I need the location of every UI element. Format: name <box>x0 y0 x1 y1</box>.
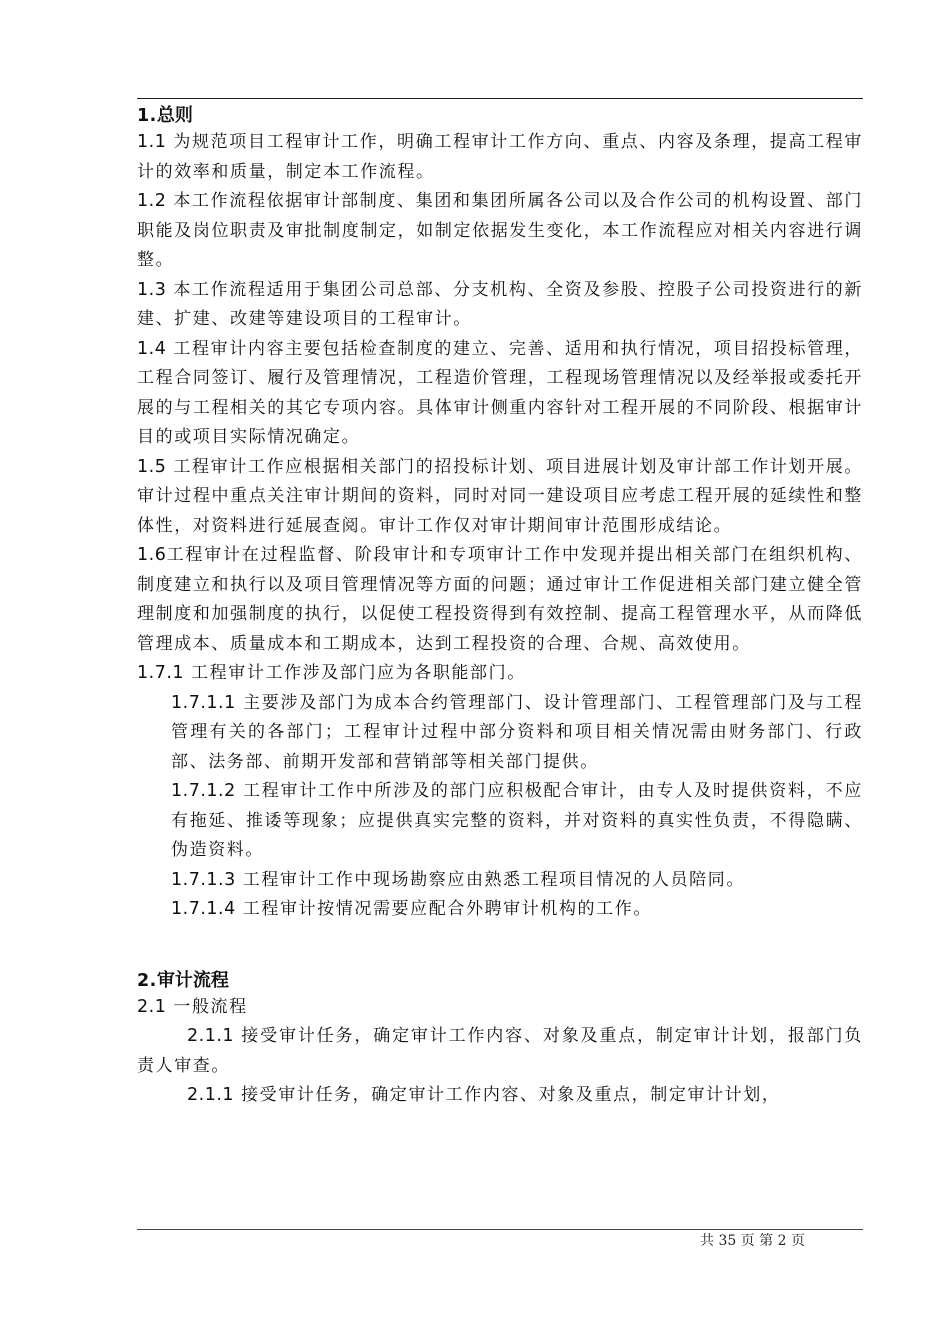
section-2-heading: 2.审计流程 <box>137 969 229 991</box>
paragraph-2-1: 2.1 一般流程 <box>137 996 248 1017</box>
paragraph-1-7-1-2: 1.7.1.2 工程审计工作中所涉及的部门应积极配合审计，由专人及时提供资料，不应有拖延、推诿等现象；应提供真实完整的资料，并对资料的真实性负责，不得隐瞒、伪造资料。 <box>171 781 863 860</box>
header-rule <box>137 98 863 99</box>
paragraph-1-1: 1.1 为规范项目工程审计工作，明确工程审计工作方向、重点、内容及条理，提高工程审计的效率和质量，制定本工作流程。 <box>137 132 863 182</box>
paragraph-1-4: 1.4 工程审计内容主要包括检查制度的建立、完善、适用和执行情况，项目招投标管理，工程合同签订、履行及管理情况，工程造价管理，工程现场管理情况以及经举报或委托开展的与工程相关的其它专项内容。具体审计侧重内容针对工程开展的不同阶段、根据审计目的或项目实际情况确定。 <box>137 338 863 447</box>
paragraph-1-2: 1.2 本工作流程依据审计部制度、集团和集团所属各公司以及合作公司的机构设置、部门职能及岗位职责及审批制度制定，如制定依据发生变化，本工作流程应对相关内容进行调整。 <box>137 191 863 270</box>
section-1-heading: 1.总则 <box>137 105 193 126</box>
paragraph-1-7-1-1: 1.7.1.1 主要涉及部门为成本合约管理部门、设计管理部门、工程管理部门及与工程管理有关的各部门；工程审计过程中部分资料和项目相关情况需由财务部门、行政部、法务部、前期开发部和营销部等相关部门提供。 <box>171 692 863 772</box>
paragraph-1-7-1-3: 1.7.1.3 工程审计工作中现场勘察应由熟悉工程项目情况的人员陪同。 <box>171 869 745 890</box>
paragraph-1-7-1-4: 1.7.1.4 工程审计按情况需要应配合外聘审计机构的工作。 <box>171 899 652 919</box>
page-footer: 共 35 页 第 2 页 <box>700 1233 805 1249</box>
paragraph-1-3: 1.3 本工作流程适用于集团公司总部、分支机构、全资及参股、控股子公司投资进行的新建、扩建、改建等建设项目的工程审计。 <box>137 279 863 329</box>
paragraph-1-5: 1.5 工程审计工作应根据相关部门的招投标计划、项目进展计划及审计部工作计划开展。审计过程中重点关注审计期间的资料，同时对同一建设项目应考虑工程开展的延续性和整体性，对资料进行延展查阅。审计工作仅对审计期间审计范围形成结论。 <box>137 456 863 536</box>
document-body <box>137 104 863 1111</box>
paragraph-1-6: 1.6工程审计在过程监督、阶段审计和专项审计工作中发现并提出相关部门在组织机构、制度建立和执行以及项目管理情况等方面的问题；通过审计工作促进相关部门建立健全管理制度和加强制度的执行，以促使工程投资得到有效控制、提高工程管理水平，从而降低管理成本、质量成本和工期成本，达到工程投资的合理、合规、高效使用。 <box>137 545 863 654</box>
section-spacer <box>137 925 863 969</box>
paragraph-2-1-1: 2.1.1 接受审计任务，确定审计工作内容、对象及重点，制定审计计划，报部门负责人审查。 <box>137 1026 863 1076</box>
paragraph-2-1-1-repeat: 2.1.1 接受审计任务，确定审计工作内容、对象及重点，制定审计计划， <box>187 1085 781 1105</box>
footer-rule <box>137 1229 863 1230</box>
paragraph-1-7-1: 1.7.1 工程审计工作涉及部门应为各职能部门。 <box>137 663 526 683</box>
